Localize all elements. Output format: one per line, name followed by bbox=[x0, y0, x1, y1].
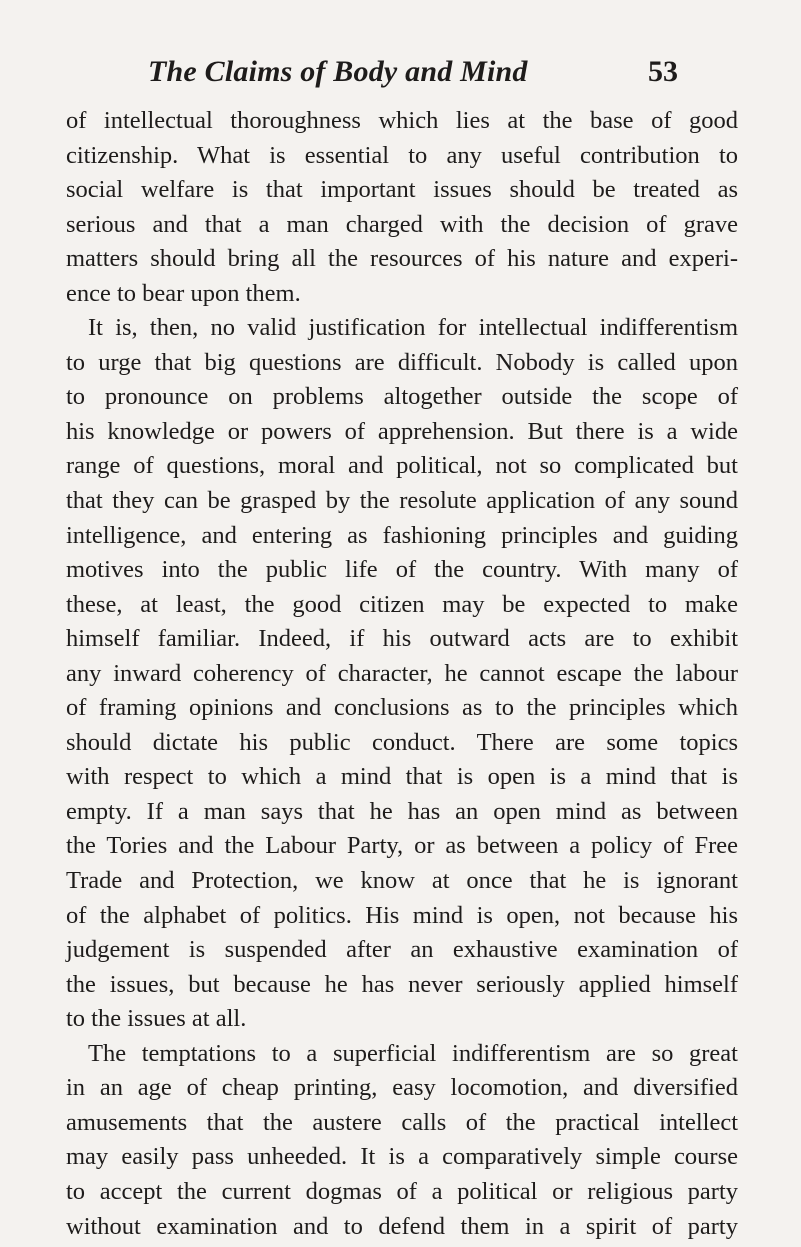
text-line: with respect to which a mind that is open is a mind that is bbox=[66, 763, 738, 791]
text-line: of intellectual thoroughness which lies at the base of good bbox=[66, 107, 738, 134]
text-line: to urge that big questions are difficult. Nobody is called upon bbox=[66, 348, 738, 376]
text-line: motives into the public life of the country. With many of bbox=[66, 556, 738, 584]
text-line: empty. If a man says that he has an open mind as between bbox=[66, 797, 738, 825]
body-text bbox=[66, 104, 738, 1244]
text-line: serious and that a man charged with the decision of grave bbox=[66, 210, 738, 238]
text-line: of the alphabet of politics. His mind is open, not because his bbox=[66, 901, 738, 929]
text-line: citizenship. What is essential to any useful contribution to bbox=[66, 141, 738, 169]
text-line: without examination and to defend them in a spirit of party bbox=[66, 1212, 738, 1240]
text-line: of framing opinions and conclusions as to the principles which bbox=[66, 694, 738, 722]
text-line: may easily pass unheeded. It is a comparatively simple course bbox=[66, 1143, 738, 1171]
text-line: the issues, but because he has never seriously applied himself bbox=[66, 970, 738, 998]
text-line: Trade and Protection, we know at once that he is ignorant bbox=[66, 867, 738, 895]
running-head bbox=[148, 50, 678, 94]
text-line: judgement is suspended after an exhaustive examination of bbox=[66, 936, 738, 964]
text-line: to the issues at all. bbox=[66, 1005, 247, 1033]
text-line: the Tories and the Labour Party, or as between a policy of Free bbox=[66, 832, 738, 860]
text-line: his knowledge or powers of apprehension. But there is a wide bbox=[66, 417, 738, 445]
text-line: any inward coherency of character, he cannot escape the labour bbox=[66, 659, 738, 687]
text-line: these, at least, the good citizen may be expected to make bbox=[66, 590, 738, 618]
text-line: himself familiar. Indeed, if his outward acts are to exhibit bbox=[66, 625, 738, 653]
text-line: social welfare is that important issues should be treated as bbox=[66, 176, 738, 204]
text-line: It is, then, no valid justification for intellectual indifferentism bbox=[88, 314, 738, 342]
text-line: in an age of cheap printing, easy locomotion, and diversified bbox=[66, 1074, 738, 1102]
text-line: should dictate his public conduct. There are some topics bbox=[66, 728, 738, 756]
text-line: matters should bring all the resources of his nature and experi- bbox=[66, 245, 738, 273]
running-title: The Claims of Body and Mind bbox=[148, 55, 528, 88]
page-number: 53 bbox=[648, 55, 678, 88]
text-line: to accept the current dogmas of a political or religious party bbox=[66, 1177, 738, 1205]
text-line: to pronounce on problems altogether outside the scope of bbox=[66, 383, 738, 411]
text-line: ence to bear upon them. bbox=[66, 279, 301, 307]
text-line: amusements that the austere calls of the practical intellect bbox=[66, 1108, 738, 1136]
text-line: range of questions, moral and political, not so complicated but bbox=[66, 452, 738, 480]
text-line: that they can be grasped by the resolute application of any sound bbox=[66, 487, 738, 515]
text-line: intelligence, and entering as fashioning principles and guiding bbox=[66, 521, 738, 549]
text-line: The temptations to a superficial indifferentism are so great bbox=[88, 1039, 738, 1067]
